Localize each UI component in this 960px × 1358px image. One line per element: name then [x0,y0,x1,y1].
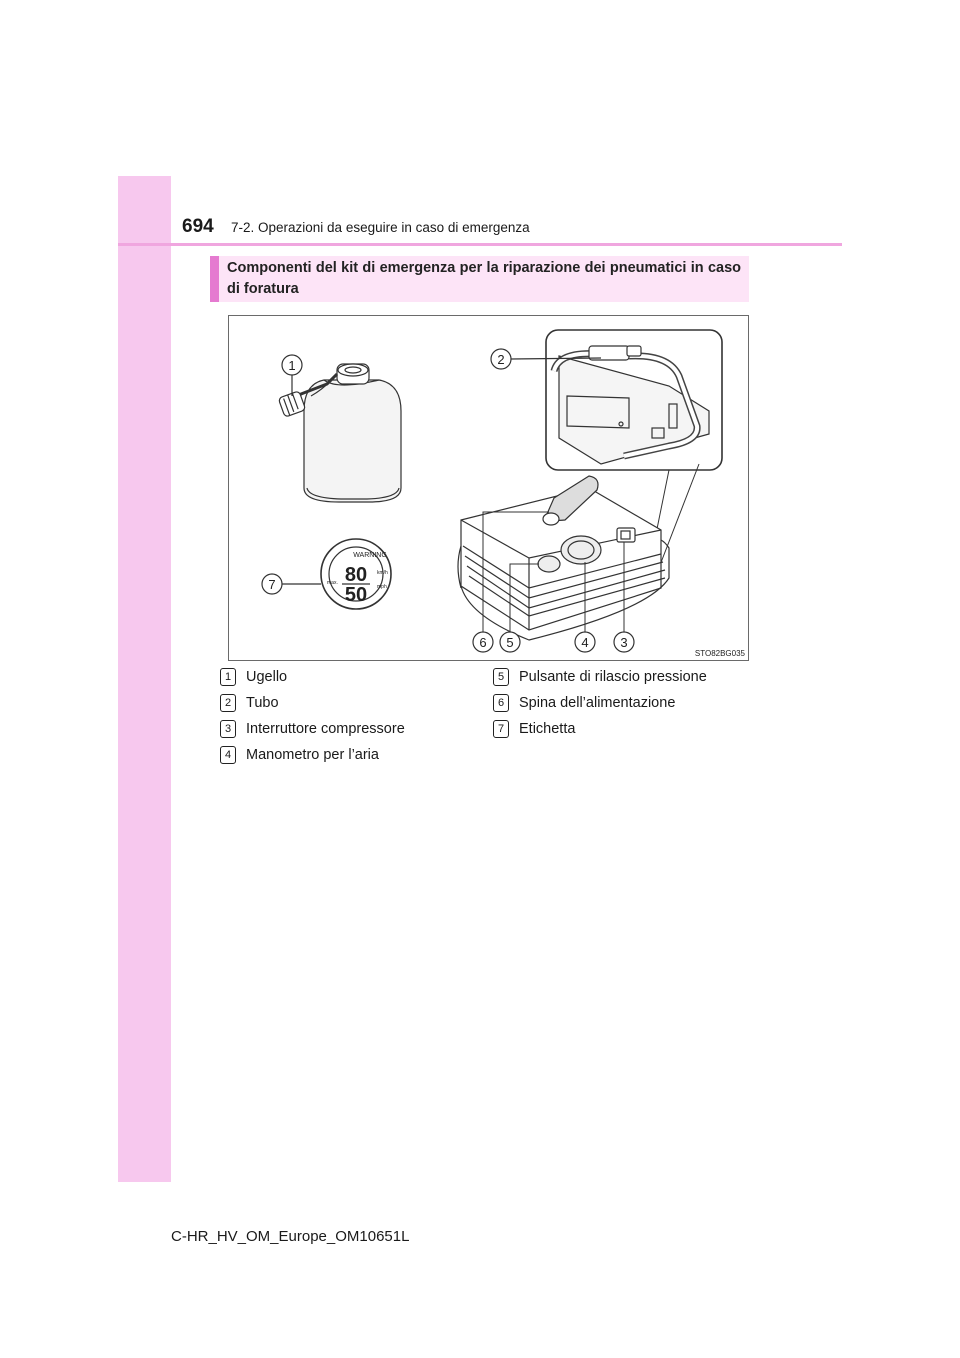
legend-label: Spina dell’alimentazione [519,695,676,711]
section-heading-box [210,256,749,302]
label-max: max. [327,580,338,586]
speed-warning-label-drawing [321,539,391,609]
legend-item-2 [220,694,279,712]
label-unit-kmh: km/h [377,570,388,576]
compressor-drawing [458,476,669,640]
legend-number: 1 [220,668,236,686]
callout-4: 4 [581,635,589,650]
legend-item-4 [220,746,379,764]
legend-item-7 [493,720,575,738]
section-heading-bar [210,256,219,302]
label-warning-text: WARNING [353,552,387,559]
legend-label: Etichetta [519,721,576,737]
kit-drawing [229,316,748,660]
page-number: 694 [182,216,214,237]
header-divider [118,243,842,246]
label-speed-mph: 50 [344,584,368,606]
legend-number: 2 [220,694,236,712]
hose-inset-drawing [546,330,722,470]
sealant-bottle-drawing [278,364,401,502]
footer-doc-id: C-HR_HV_OM_Europe_OM10651L [171,1228,410,1245]
chapter-title: 7-2. Operazioni da eseguire in caso di emergenza [231,220,530,235]
tire-repair-kit-illustration [228,315,749,661]
legend-label: Manometro per l’aria [246,747,379,763]
label-unit-mph: mph [377,584,387,590]
legend-label: Pulsante di rilascio pressione [519,669,707,685]
label-speed-kmh: 80 [344,564,368,586]
legend-item-6 [493,694,675,712]
section-heading: Componenti del kit di emergenza per la riparazione dei pneumatici in caso di foratura [227,260,741,297]
legend-item-1 [220,668,287,686]
figure-code: STO82BG035 [694,649,745,658]
legend-number: 4 [220,746,236,764]
legend-label: Interruttore compressore [246,721,405,737]
legend-item-5 [493,668,707,686]
legend-number: 5 [493,668,509,686]
legend-label: Ugello [246,669,288,685]
legend-label: Tubo [246,695,279,711]
legend-number: 7 [493,720,509,738]
callout-7: 7 [268,577,276,592]
callout-2: 2 [497,352,505,367]
legend-number: 3 [220,720,236,738]
callout-5: 5 [506,635,514,650]
legend-number: 6 [493,694,509,712]
callout-1: 1 [288,358,296,373]
callout-6: 6 [479,635,487,650]
legend-item-3 [220,720,405,738]
callout-3: 3 [620,635,628,650]
side-tab-band [118,176,171,1182]
